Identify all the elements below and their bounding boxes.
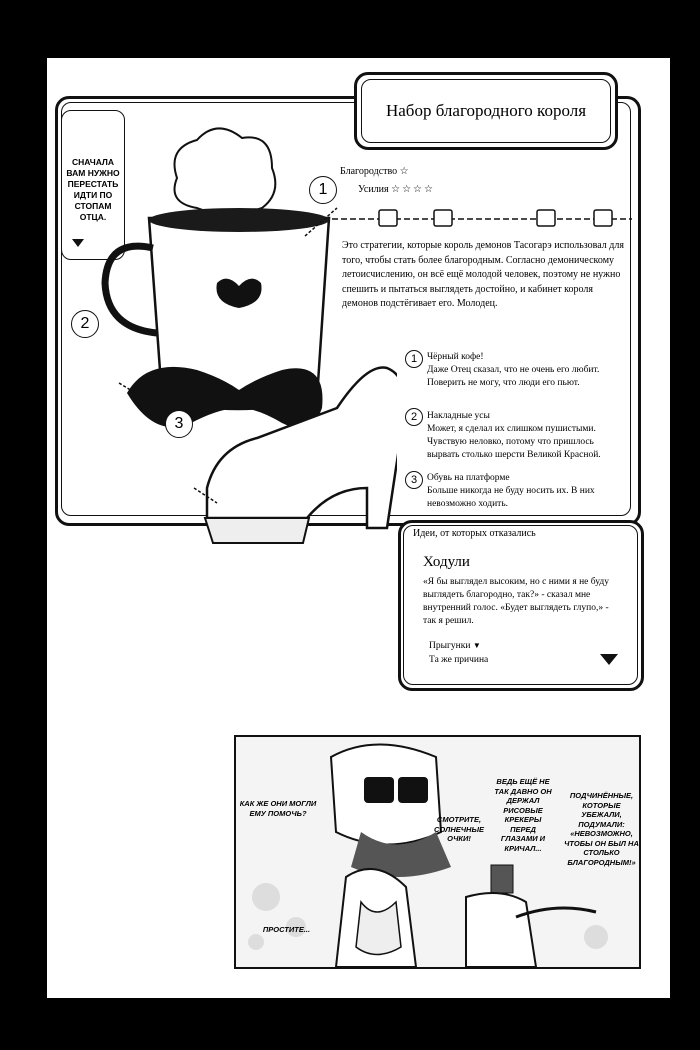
speech-bubble-2: СМОТРИТЕ, СОЛНЕЧНЫЕ ОЧКИ! bbox=[434, 815, 484, 843]
picture-label-3: 3 bbox=[165, 410, 193, 438]
next-arrow-icon bbox=[600, 654, 618, 665]
stat-nobility: Благородство ☆ bbox=[340, 166, 409, 177]
speech-bubble-3: ВЕДЬ ЕЩЁ НЕ ТАК ДАВНО ОН ДЕРЖАЛ РИСОВЫЕ КРЕКЕРЫ ПЕРЕД ГЛАЗАМИ И КРИЧАЛ... bbox=[494, 777, 552, 853]
speech-bubble-5: ПРОСТИТЕ... bbox=[262, 925, 311, 934]
decorative-rule bbox=[332, 206, 632, 232]
note-3-text: Больше никогда не буду носить их. В них невозможно ходить. bbox=[427, 486, 595, 509]
note-number-3: 3 bbox=[405, 471, 423, 489]
picture-label-1: 1 bbox=[309, 176, 337, 204]
cup-handle bbox=[105, 246, 157, 333]
note-2 bbox=[427, 410, 602, 462]
note-number-1: 1 bbox=[405, 350, 423, 368]
side-caption-text: СНАЧАЛА ВАМ НУЖНО ПЕРЕСТАТЬ ИДТИ ПО СТОПАМ ОТЦА. bbox=[66, 157, 120, 222]
shoe-platform bbox=[205, 518, 309, 543]
description-text: Это стратегии, которые король демонов Тасогарэ использовал для того, чтобы стать более благородным. Согласно демоническому летоисчислению, он всё ещё молодой человек, поэтому не нужно спешить и пытаться выглядеть достойно, и кабинет короля демонов подстёгивает его. Молодец. bbox=[342, 240, 624, 309]
coffee-surface bbox=[149, 208, 329, 232]
note-3 bbox=[427, 472, 602, 511]
note-3-title: Обувь на платформе bbox=[427, 473, 510, 483]
rejected-next-label: Прыгунки bbox=[429, 641, 471, 651]
stars-icon: ☆☆☆☆ bbox=[391, 184, 435, 195]
picture-label-2: 2 bbox=[71, 310, 99, 338]
steam-shape bbox=[175, 128, 276, 214]
note-2-text: Может, я сделал их слишком пушистыми. Чувствую неловко, потому что пришлось вырвать столько шерсти Великой Красной. bbox=[427, 424, 601, 460]
note-1 bbox=[427, 351, 632, 390]
rejected-title: Ходули bbox=[423, 554, 470, 570]
rejected-next bbox=[429, 641, 481, 651]
star-icon: ☆ bbox=[399, 166, 409, 177]
rejected-next-reason: Та же причина bbox=[429, 655, 489, 665]
note-1-text: Даже Отец сказал, что не очень его любит. Поверить не могу, что люди его пьют. bbox=[427, 365, 600, 388]
stat-effort: Усилия ☆☆☆☆ bbox=[358, 184, 435, 195]
rejected-header: Идеи, от которых отказались bbox=[413, 528, 536, 539]
triangle-down-icon: ▼ bbox=[472, 641, 481, 650]
page-title: Набор благородного короля bbox=[385, 101, 587, 120]
manga-panel bbox=[234, 735, 641, 969]
rejected-text: «Я бы выглядел высоким, но с ними я не буду выглядеть благородно, так?» - сказал мне внутренний голос. «Будет выглядеть глупо,» - так я решил. bbox=[423, 577, 609, 626]
note-number-2: 2 bbox=[405, 408, 423, 426]
manga-page bbox=[47, 58, 670, 998]
speech-bubble-4: ПОДЧИНЁННЫЕ, КОТОРЫЕ УБЕЖАЛИ, ПОДУМАЛИ: «НЕВОЗМОЖНО, ЧТОБЫ ОН БЫЛ НА СТОЛЬКО БЛАГОРОДНЫМ!» bbox=[564, 791, 639, 867]
note-1-title: Чёрный кофе! bbox=[427, 352, 484, 362]
note-2-title: Накладные усы bbox=[427, 411, 490, 421]
speech-bubble-1: КАК ЖЕ ОНИ МОГЛИ ЕМУ ПОМОЧЬ? bbox=[239, 799, 317, 818]
